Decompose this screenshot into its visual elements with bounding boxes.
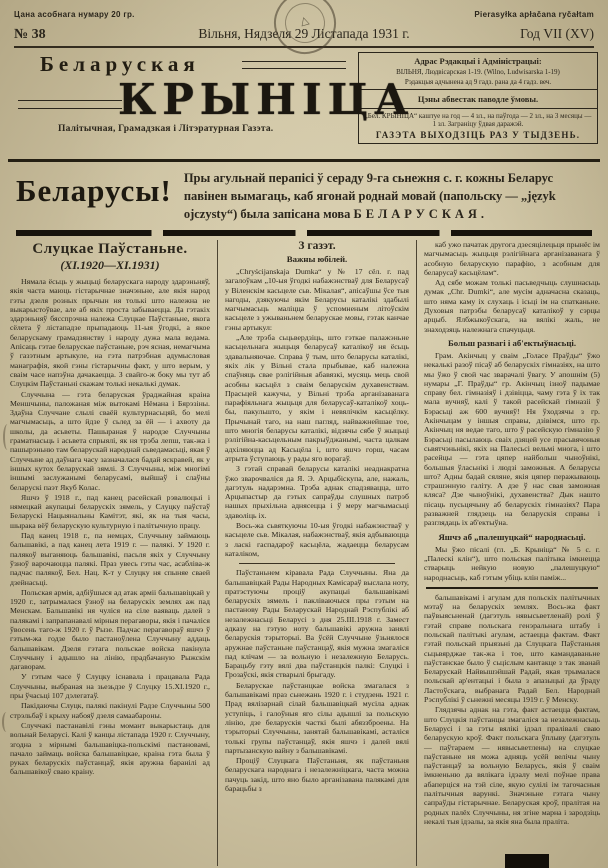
column-2 <box>221 240 413 866</box>
address-hours: Рэдакцыя адчынена ад 9 гадз. рана да 4 гадз. веч. <box>404 78 552 86</box>
column-divider <box>416 240 417 866</box>
paragraph: З гэтай справай беларусы каталікі неаднакратна ўжо зварочваліся да Я. Э. Арцыбіскупа, але, нажаль, дагэтуль надарэмна. Трэба аднак спадзявацца, што Арцыпастыр да гэтых сапраўды слушных патрэб нашых прыхільна аднясецца і ў меру магчымасьці здаволіць іх. <box>225 464 409 520</box>
slutsk-continuation-col3 <box>424 593 600 826</box>
press-continuation-col3 <box>424 240 600 334</box>
paragraph: бальшавікамі і агулам для польскіх палітычных мэтаў на беларускіх землях. Вось-жа факт паўвыясьненай (дагэтуль нявысьветленай) ролі ў гэтай справе польскага генэральнага штабу і польскай палітыкі агулам, астаецца фактам. Факт гэтай польскай прыязьні да Слуцкага Паўстаньня сьцьвярджае так-жа і тое, што камандаваньне паўстанскае было ў сьціслым кантакце з так званай Беларускай Найвышэйшай Радай, якая трымалася польскай ар'ентацыі і была з апазыцыі да ўраду Ластоўскага, выбранага Радай Бел. Народнай Рэспублікі ў сьнежні месяцы 1919 г. ў Менску. <box>424 592 600 705</box>
paragraph: Яшчэ ў 1918 г., пад канец расейскай рэвалюцыі і нямецкай акупацыі беларускіх зямель, у Слуцку паўстаў Беларускі Нацыянальны Камітэт, які, як на тыя часы, шырака вёў беларускую культурную і палітычную працу. <box>10 492 210 530</box>
appeal-text <box>184 171 556 221</box>
section-rule-heavy <box>426 587 598 589</box>
paragraph: Ад сябе можам толькі пасьведчыць слушнасьць думак „Chr. Dumki“, але мусім адначасна сказаць, што няма каму іх слухаць і ісьці ім на спатканьне. Духовыя патрэбы беларусаў каталікоў у сэрцы арцыб. Ялбжыкоўскага, на вялікі жаль, не знаходзяць належнага спачуцьця. <box>424 278 600 334</box>
stamp-emblem: △ <box>298 14 311 29</box>
scan-artifact <box>3 424 12 450</box>
paragraph: „Chryścijanskaja Dumka“ у № 17 сёл. г. пад загалоўкам „10-ыя ўгодкі набажэнстваў для Беларусаў у Віленскім касьцеле сьв. Мікалая“, апісаўшы ўсе тыя нагоды, дзякуючы якім Беларусы каталікі здабылі магчымасьць маліцца ў успомненым літоўскім касьцеле з ужываньнем беларускае мовы, гэтак канчае гэны артыкул: <box>225 267 409 332</box>
appeal-lead: Беларусы! <box>16 173 172 208</box>
price-note: Цана асобнага нумару 20 гр. <box>14 10 135 19</box>
frequency-note: ГАЗЭТА ВЫХОДЗІЦЬ РАЗ У ТЫДЗЕНЬ. <box>375 130 581 140</box>
census-appeal <box>0 162 608 223</box>
year-number: Год VII (XV) <box>520 26 594 41</box>
section-rule <box>239 563 395 564</box>
section-sub-jubilee: Важны юбілей. <box>286 254 348 264</box>
subscription-note: „Бел. КРЫНІЦА“ каштуе на год — 4 зл., на паўгода — 2 зл., на 3 месяцы — 1 зл. Заграніцу ўдвая даражэй. <box>364 112 592 128</box>
address-line: ВІЛЬНЯ, Людвісарская 1-19. (Wilno, Ludwisarska 1-19) <box>396 68 560 76</box>
decorative-lines-right <box>242 61 346 69</box>
press-paragraphs <box>225 267 409 558</box>
paragraph: Вось-жа сьвяткуючы 10-ыя ўгодкі набажэнстваў у касьцеле сьв. Мікалая, набажэнстваў, якія адбываюцца з ласкі гаспадароў касьцёла, жадаецца беларусам каталіком, <box>225 521 409 558</box>
paragraph: Мы ўжо пісалі (гл. „Б. Крыніца“ № 5 с. г. „Палескі клін“), што польская палітыка імкнецца стварыць нейкую новую „палешуцкую“ народнасьць, каб гэтым убіць клін паміж... <box>424 544 600 582</box>
paragraph: У гэтым часе ў Слуцку існавала і працавала Рада Случчыны, выбраная на зьезьдзе ў Слуцку 15.XI.1920 г., пры ўчасьці 107 дэлегатаў. <box>10 672 210 701</box>
paragraph: Паўстаньнем кіравала Рада Случчыны. Яна да бальшавіцкай Рады Народных Камісараў выслала ноту, пратэстуючы проціў акупацыі бальшавікамі беларускіх зямель і пакліваючыся пры гэтым на пастанову Рады Беларускай Народнай Рэспублікі аб незалежнасьці Беларусі з дня 25.III.1918 г. Замест адказу на гэтую ноту бальшавікі аружна занялі беларускія тэрыторыі. Ва ўсёй Случчыне ўзьнялося аружнае паўстаньне паўстанцаў, якія мужна змагаліся пад клічам — за вольную і незалежную Беларусь. Барацьбу гэту вялі два паўстанцкія палкі: Слуцкі і Грозаўскі, якія стварылі брыгаду. <box>225 568 409 680</box>
paragraph: Проціў Слуцкага Паўстаньня, як паўстаньня беларускага народнага і незалежніцкага, часта можна пачуць закід, што яно было арганізавана палякамі для барацьбы з <box>225 756 409 794</box>
scan-artifact <box>2 712 11 732</box>
section-sub-paleshuk: Яшчэ аб „палешуцкай“ народнасьці. <box>438 531 586 542</box>
paragraph: Грам. Акінчыц у сваім „Голасе Праўды“ ўжо некалькі разоў пісаў аб беларускіх гімназіях, на што мы ўжо ў свой час зварачалі ўвагу. У апошнім (5) нумары „Г. Праўды“ гр. Акінчыц ізноў падымае справу бел. гімназіяў і дзівіцца, чаму гэта ў іх так мала вучняў, калі ў такой расейскай гімназіі ў Бэрасьці аж 600 вучняў! Ня ўходзячы з гр. Акінчыцам у іншыя справы, дзівімся, што гр. Акінчыц ня ведае таго, што ў расейскую гімназію ў Бэрасьці пасылаюць сваіх дзяцей усе прасьвячоныя сьвятчэньнікі, якіх на Палесьсі вельмі многа, і што расейцы — гэта цяпер найбольш чыноўнікі, большыя ўласьнікі і людзі заможныя. А беларусы што? Адны бадай сяляне, якія цяпер перажываюць страшэнную галіту. А дзе ў нас свая заможная кляса? Дзе чыноўнікі, духавенства? Дык нашто пісаць пусьцячыну аб беларускіх гімназіях? Пара разважней глядзець на беларускія справы і разглядаць іх аб'ектыўна. <box>424 350 600 528</box>
razvahi-paragraphs <box>424 351 600 528</box>
article-body <box>0 236 608 866</box>
dateline: Вільня, Нядзеля 29 Лістапада 1931 г. <box>198 26 410 41</box>
article-heading-slutsk: Слуцкае Паўстаньне. <box>32 241 188 257</box>
issue-number: № 38 <box>14 27 46 42</box>
decorative-lines-left <box>18 100 122 109</box>
section-sub-razvahi: Больш развагі і аб'ектыўнасьці. <box>447 337 577 348</box>
paragraph: Нямала ёсьць у жыцьці беларускага народу здарэньняў, якія часта маюць гістарычнае значэньне, але якія народ гэты дзеля розных прычын ня толькі што належна не выкарыстоўвае, але аб якіх проста забываецца. Да гэтакіх здарэньняў бясспрэчна належа Слуцкае Паўстаньне, якога сёлета ў лістападзе прыпадаюць 11-ыя ўгодкі, а якое беларускаму грамадзянству і народу дужа мала ведама. Апісаць гэтае беларускае паўстаньне, рэч ясная, немагчыма ў газэтным артыкуле, на гэта патрэбная адумысловая манаграфія, якой гэны гістарычны факт, у што верым, у сваім часе напэўна дачакаецца. З свайго-ж боку мы тут аб Слуцкім Паўстаньні скажам толькі некалькі думак. <box>10 277 210 389</box>
postage-note: Pierasyłka apłačana ryčałtam <box>474 10 594 19</box>
appeal-emphasis: БЕЛАРУСКАЯ. <box>353 207 489 221</box>
paragraph: Польская армія, адбіўшыся ад атак арміі бальшавіцкай у 1920 г., затрымалася ўзноў на беларускіх землях аж пад Менскам. Бальшавікі ня чуліся на сіле ваяваць далей з палякамі і запрапанавалі мірныя перагаворы, якія і пачаліся ўвосень таго-ж 1920 г. ў Рызе. Падчас перагавораў яшчэ ў гэтым-жа годзе было пастаноўлена Случчыну аддаць бальшавікам. Дзеля гэтага польскае войска пакінула Случчыну і адышло на лінію, прадбачаную Рыжскім дагаворам. <box>10 587 210 672</box>
column-divider <box>217 240 218 866</box>
paragraph: Случчына — гэта беларуская ўраджайная краіна Меншчыны, паложаная між вытокамі Нёмана і Бярэзіны. Здаўна Случчане слылі сваёй культурнасьцяй, бо мелі магчымасьць, а што йдзе ў сьлед за ёй — і ахвоту да школы, да асьветы. Пашыраная ў народзе Случчыны граматнасьць і асьвета спрыялі, як ня трэба лепш, так-жа і пашырэньню там беларускай народнай сьведамасьці, якая ў Случчыне ад даўнага часу зазначалася бадай яскравей, як у іншых кутох беларускай зямлі. З Случчыны, між многімі іншымі заслужанымі беларусамі, выйшаў і слаўны беларускі паэт Якуб Колас. <box>10 389 210 492</box>
photo-fragment <box>505 854 549 868</box>
title-prefix: Беларуская <box>40 52 200 76</box>
slutsk-paragraphs <box>10 277 210 777</box>
slutsk-continuation-col2 <box>225 568 409 793</box>
paragraph: „Але трэба сьцьвердзіць, што гэткае палажэньне касьцельнага жыцьця беларусаў каталікоў ня ёсьць здавальняючае. Справа ў тым, што беларусы каталікі, якіх лік у Вільні стала прыбывае, каб належна спаўняць свае рэлігійныя абавязкі, мусяць мець свой асобны касьцёл з сваім беларускім духавенствам. Прасьцей кажучы, у Вільні трэба арганізаванага парафіяльнага жыцьця для беларусаў-каталікоў хоць-бы, пакульшто, у якім і невялічкім касьцёлку. Прычынай таго, на наш пагляд, найважнейшае тое, што многія беларусы каталікі, відзячы сябе ў жыцьці рэлігійна-касьцельным пакрыўджанымі, часта цалкам адхіляюцца ад Касьцёла і, што яшчэ горш, часам атрыта ўступаюць у рады яго ворагаў. <box>225 333 409 463</box>
paragraph: каб ужо пачатак другога дзесяцілецьця прынёс ім магчымасьць жыцьця рэлігійнага арганізаванага ў асобную беларускую парафію, з асобным для беларусаў касьцёлам“. <box>424 240 600 277</box>
newspaper-title: КРЫНІЦА <box>118 75 415 124</box>
paleshuk-paragraphs <box>424 545 600 582</box>
ads-note: Цэны абвестак паводле ўмовы. <box>359 89 597 109</box>
paragraph: Пакідаючы Слуцк, палякі пакінулі Радзе Случчыны 500 стрэльбаў і крыху набояў дзеля самаабароны. <box>10 701 210 720</box>
masthead-title-block <box>14 52 415 156</box>
address-title: Адрас Рэдакцыі і Адміністрацыі: <box>414 56 542 66</box>
paragraph: Пад канец 1918 г., па немцах, Случчыну займаюць бальшавікі, а пад канец лета 1919 г. — палякі. У 1920 г. палякоў выганяюць бальшавікі, пасьля якіх у Случчыну ўзноў варочаюцца палякі. Праз увесь гэты час, асабліва-ж падчас палякоў, Бел. Нац. К-т у Слуцку ня спыняе сваей дзейнасьці. <box>10 531 210 587</box>
column-1 <box>10 240 214 866</box>
paragraph: Случчакі пастанавілі гэны момант выкарыстаць для вольнай Беларусі. Калі ў канцы лістапада 1920 г. Случчыну, згодна з мірнымі бальшавіцка-польскімі пастановамі, пачало займаць войска бальшавіцкае, краіна гэта была ў руках беларускіх паўстанцаў, якія аружна баранілі ад бальшавікоў сваю краіну. <box>10 720 210 777</box>
paragraph: Глядзячы аднак на гэта, факт астаецца фактам, што Слуцкія паўстанцы змагаліся за незалежнасьць Беларусі і за гэты вялікі ідэал пралівалі сваю беларускую кроў. Факт польскага ўплыву (дагэтуль — паўтараем — нявысьветлены) на слуцкае паўстаньне ня можа адняць усёй велічы чыну паўстанцаў за вольную Беларусь, якія ў сваім імкненьню да вялікага ідэалу мелі поўнае права абаперціся на тэй сіле, якую сулілі ім тагочасныя палітычныя варункі. Значэньне гэтага чыну сапраўды гістарычнае. Беларуская кроў, пралітая на родных палёх Случчыны, ня згіне марна і зародзіць некалі тыя ідэалы, за якія яна была праліта. <box>424 705 600 826</box>
masthead <box>0 48 608 156</box>
paragraph: Беларускае паўстанцкае войска змагалася з бальшавікамі праз сьнежань 1920 г. і студзень 1921 г. Прад вялізарнай сілай бальшавіцкай мусіла аднак уступіць, і галоўныя яго сілы адышлі за польскую лінію, дзе беларускія часткі былі абяззброены. На тэрыторыі Случчыны, занятай бальшавікамі, асталіся толькі групы паўстанцаў, якія яшчэ і далей вялі партызанскую вайну з бальшавікамі. <box>225 680 409 755</box>
article-dates-slutsk: (XI.1920—XI.1931) <box>60 258 160 272</box>
newspaper-subtitle: Палітычная, Грамадзкая і Літэратурная Газэта. <box>58 124 274 135</box>
column-3 <box>420 240 600 866</box>
section-heading-press: З газэт. <box>298 240 336 252</box>
appeal-body: Пры агульнай перапісі ў сераду 9-га сьнежня с. г. кожны Беларус павінен вымагаць, каб ягонай роднай мовай (папольску — „język ojczysty“) была запісана мова <box>183 171 556 221</box>
